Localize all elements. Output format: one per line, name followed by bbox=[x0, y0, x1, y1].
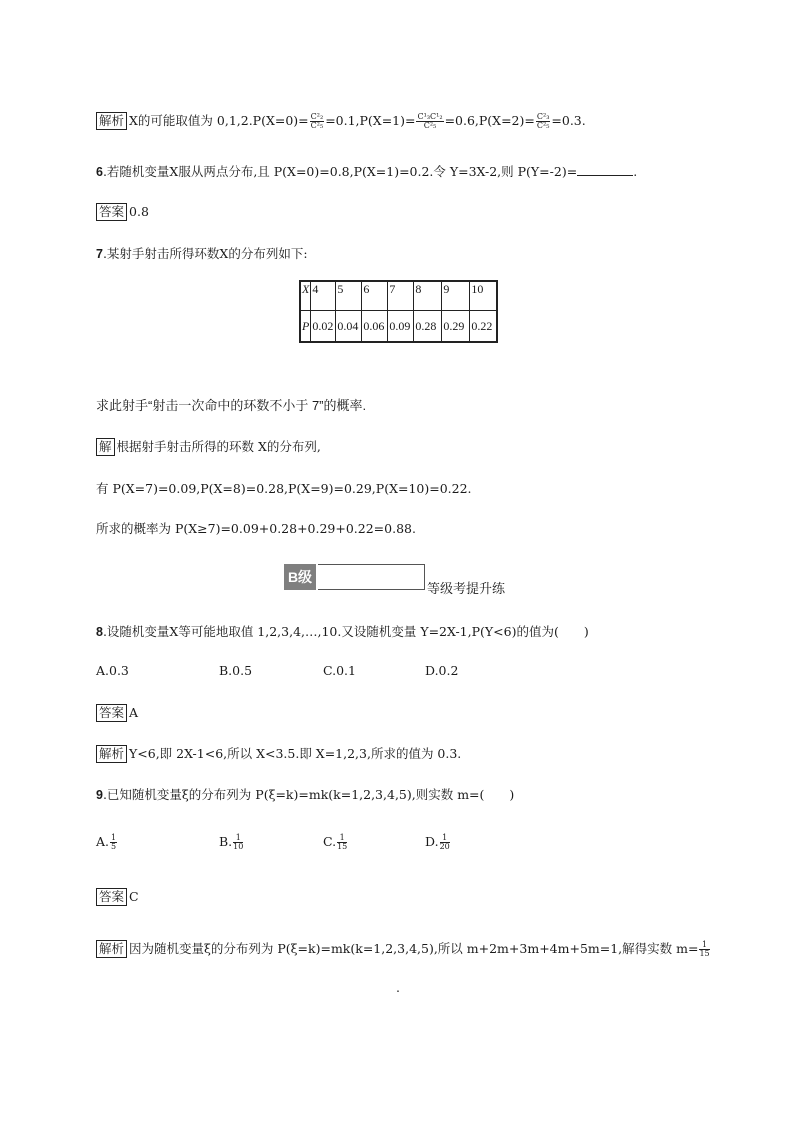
q7-stem-text: .某射手射击所得环数X的分布列如下: bbox=[102, 246, 308, 261]
q8-option-a: A.0.3 bbox=[96, 663, 129, 678]
question-number: 9 bbox=[96, 788, 103, 802]
q6-answer bbox=[96, 203, 149, 221]
level-outline bbox=[318, 564, 425, 590]
answer-tag: 答案 bbox=[96, 888, 127, 906]
table-cell: 0.06 bbox=[362, 311, 388, 343]
solution-tag: 解析 bbox=[96, 940, 127, 958]
question-number: 6 bbox=[96, 165, 103, 179]
answer-tag: 答案 bbox=[96, 704, 127, 722]
solution-tag: 解析 bbox=[96, 112, 127, 130]
q6-stem: 6.若随机变量X服从两点分布,且 P(X=0)=0.8,P(X=1)=0.2.令 Y=3X-2,则 P(Y=-2)= . bbox=[96, 164, 638, 179]
table-cell: 0.04 bbox=[336, 311, 362, 343]
q7-solution-line1: 解 根据射手射击所得的环数 X的分布列, bbox=[96, 438, 321, 456]
table-cell: 0.29 bbox=[442, 311, 470, 343]
q9-stem-text: .已知随机变量ξ的分布列为 P(ξ=k)=mk(k=1,2,3,4,5),则实数 m=( ) bbox=[102, 787, 515, 802]
footer-dot: . bbox=[396, 980, 400, 995]
table-cell: 0.02 bbox=[311, 311, 336, 343]
q8-stem-text: .设随机变量X等可能地取值 1,2,3,4,…,10.又设随机变量 Y=2X-1,P(Y<6)的值为( ) bbox=[102, 624, 589, 639]
answer-blank bbox=[577, 163, 633, 176]
q7-question: 求此射手“射击一次命中的环数不小于 7”的概率. bbox=[96, 398, 367, 413]
table-row bbox=[300, 281, 497, 311]
table-cell: 4 bbox=[311, 281, 336, 311]
q7-stem bbox=[96, 245, 308, 263]
q9-option-b: B. $\frac{1}{10}$ bbox=[219, 833, 244, 851]
q8-option-d: D.0.2 bbox=[425, 663, 459, 678]
level-title: 等级考提升练 bbox=[427, 581, 506, 596]
answer-tag: 答案 bbox=[96, 203, 127, 221]
table-cell: 0.09 bbox=[388, 311, 414, 343]
q8-solution: 解析 Y<6,即 2X-1<6,所以 X<3.5.即 X=1,2,3,所求的值为 0.3. bbox=[96, 745, 461, 763]
q9-option-c: C. $\frac{1}{15}$ bbox=[323, 833, 348, 851]
fraction: $\frac{\text{C¹₃C¹₂}}{\text{C²₅}}$ bbox=[417, 112, 443, 130]
table-cell: 6 bbox=[362, 281, 388, 311]
fraction: $\frac{\text{C²₃}}{\text{C²₅}}$ bbox=[536, 112, 550, 130]
table-cell: X bbox=[300, 281, 311, 311]
question-number: 7 bbox=[96, 247, 103, 261]
table-cell: 9 bbox=[442, 281, 470, 311]
q9-option-a: A. $\frac{1}{5}$ bbox=[96, 833, 117, 851]
q5-solution: 解析 X的可能取值为 0,1,2.P(X=0)= $\frac{\text{C²₂}}{\text{C²₅}}$ =0.1,P(X=1)= $\frac{\text{C¹₃C¹₂}}{\text{C²₅}}$ =0.6,P(X=2)= $\frac{\text{C²₃}}{\text{C²₅}}$ =0.3. bbox=[96, 112, 586, 130]
solution-tag: 解析 bbox=[96, 745, 127, 763]
table-cell: 0.28 bbox=[414, 311, 442, 343]
q9-option-d: D. $\frac{1}{20}$ bbox=[425, 833, 450, 851]
table-cell: 5 bbox=[336, 281, 362, 311]
table-cell: 10 bbox=[470, 281, 498, 311]
table-row bbox=[300, 311, 497, 343]
q9-answer: 答案 C bbox=[96, 888, 139, 906]
q9-solution: 解析 因为随机变量ξ的分布列为 P(ξ=k)=mk(k=1,2,3,4,5),所以 m+2m+3m+4m+5m=1,解得实数 m= $\frac{1}{15}$ bbox=[96, 940, 711, 958]
q7-solution-line3: 所求的概率为 P(X≥7)=0.09+0.28+0.29+0.22=0.88. bbox=[96, 521, 416, 536]
q8-option-b: B.0.5 bbox=[219, 663, 253, 678]
fraction: $\frac{1}{15}$ bbox=[699, 940, 710, 958]
question-number: 8 bbox=[96, 625, 103, 639]
level-banner bbox=[284, 564, 426, 590]
distribution-table bbox=[299, 280, 498, 343]
q6-answer-text: 0.8 bbox=[129, 204, 149, 219]
q8-stem bbox=[96, 623, 589, 641]
q5-solution-text: X的可能取值为 0,1,2. bbox=[129, 113, 253, 128]
table-cell: P bbox=[300, 311, 311, 343]
table-cell: 0.22 bbox=[470, 311, 498, 343]
q9-stem bbox=[96, 786, 514, 804]
table-cell: 8 bbox=[414, 281, 442, 311]
fraction: $\frac{\text{C²₂}}{\text{C²₅}}$ bbox=[310, 112, 324, 130]
q8-answer: 答案 A bbox=[96, 704, 138, 722]
level-badge: B级 bbox=[284, 564, 316, 590]
solution-tag: 解 bbox=[96, 438, 115, 456]
table-cell: 7 bbox=[388, 281, 414, 311]
q8-option-c: C.0.1 bbox=[323, 663, 356, 678]
q6-stem-text: .若随机变量X服从两点分布,且 P(X=0)=0.8,P(X=1)=0.2.令 Y=3X-2,则 P(Y=-2)= bbox=[102, 164, 578, 179]
q7-solution-line2: 有 P(X=7)=0.09,P(X=8)=0.28,P(X=9)=0.29,P(X=10)=0.22. bbox=[96, 481, 472, 496]
